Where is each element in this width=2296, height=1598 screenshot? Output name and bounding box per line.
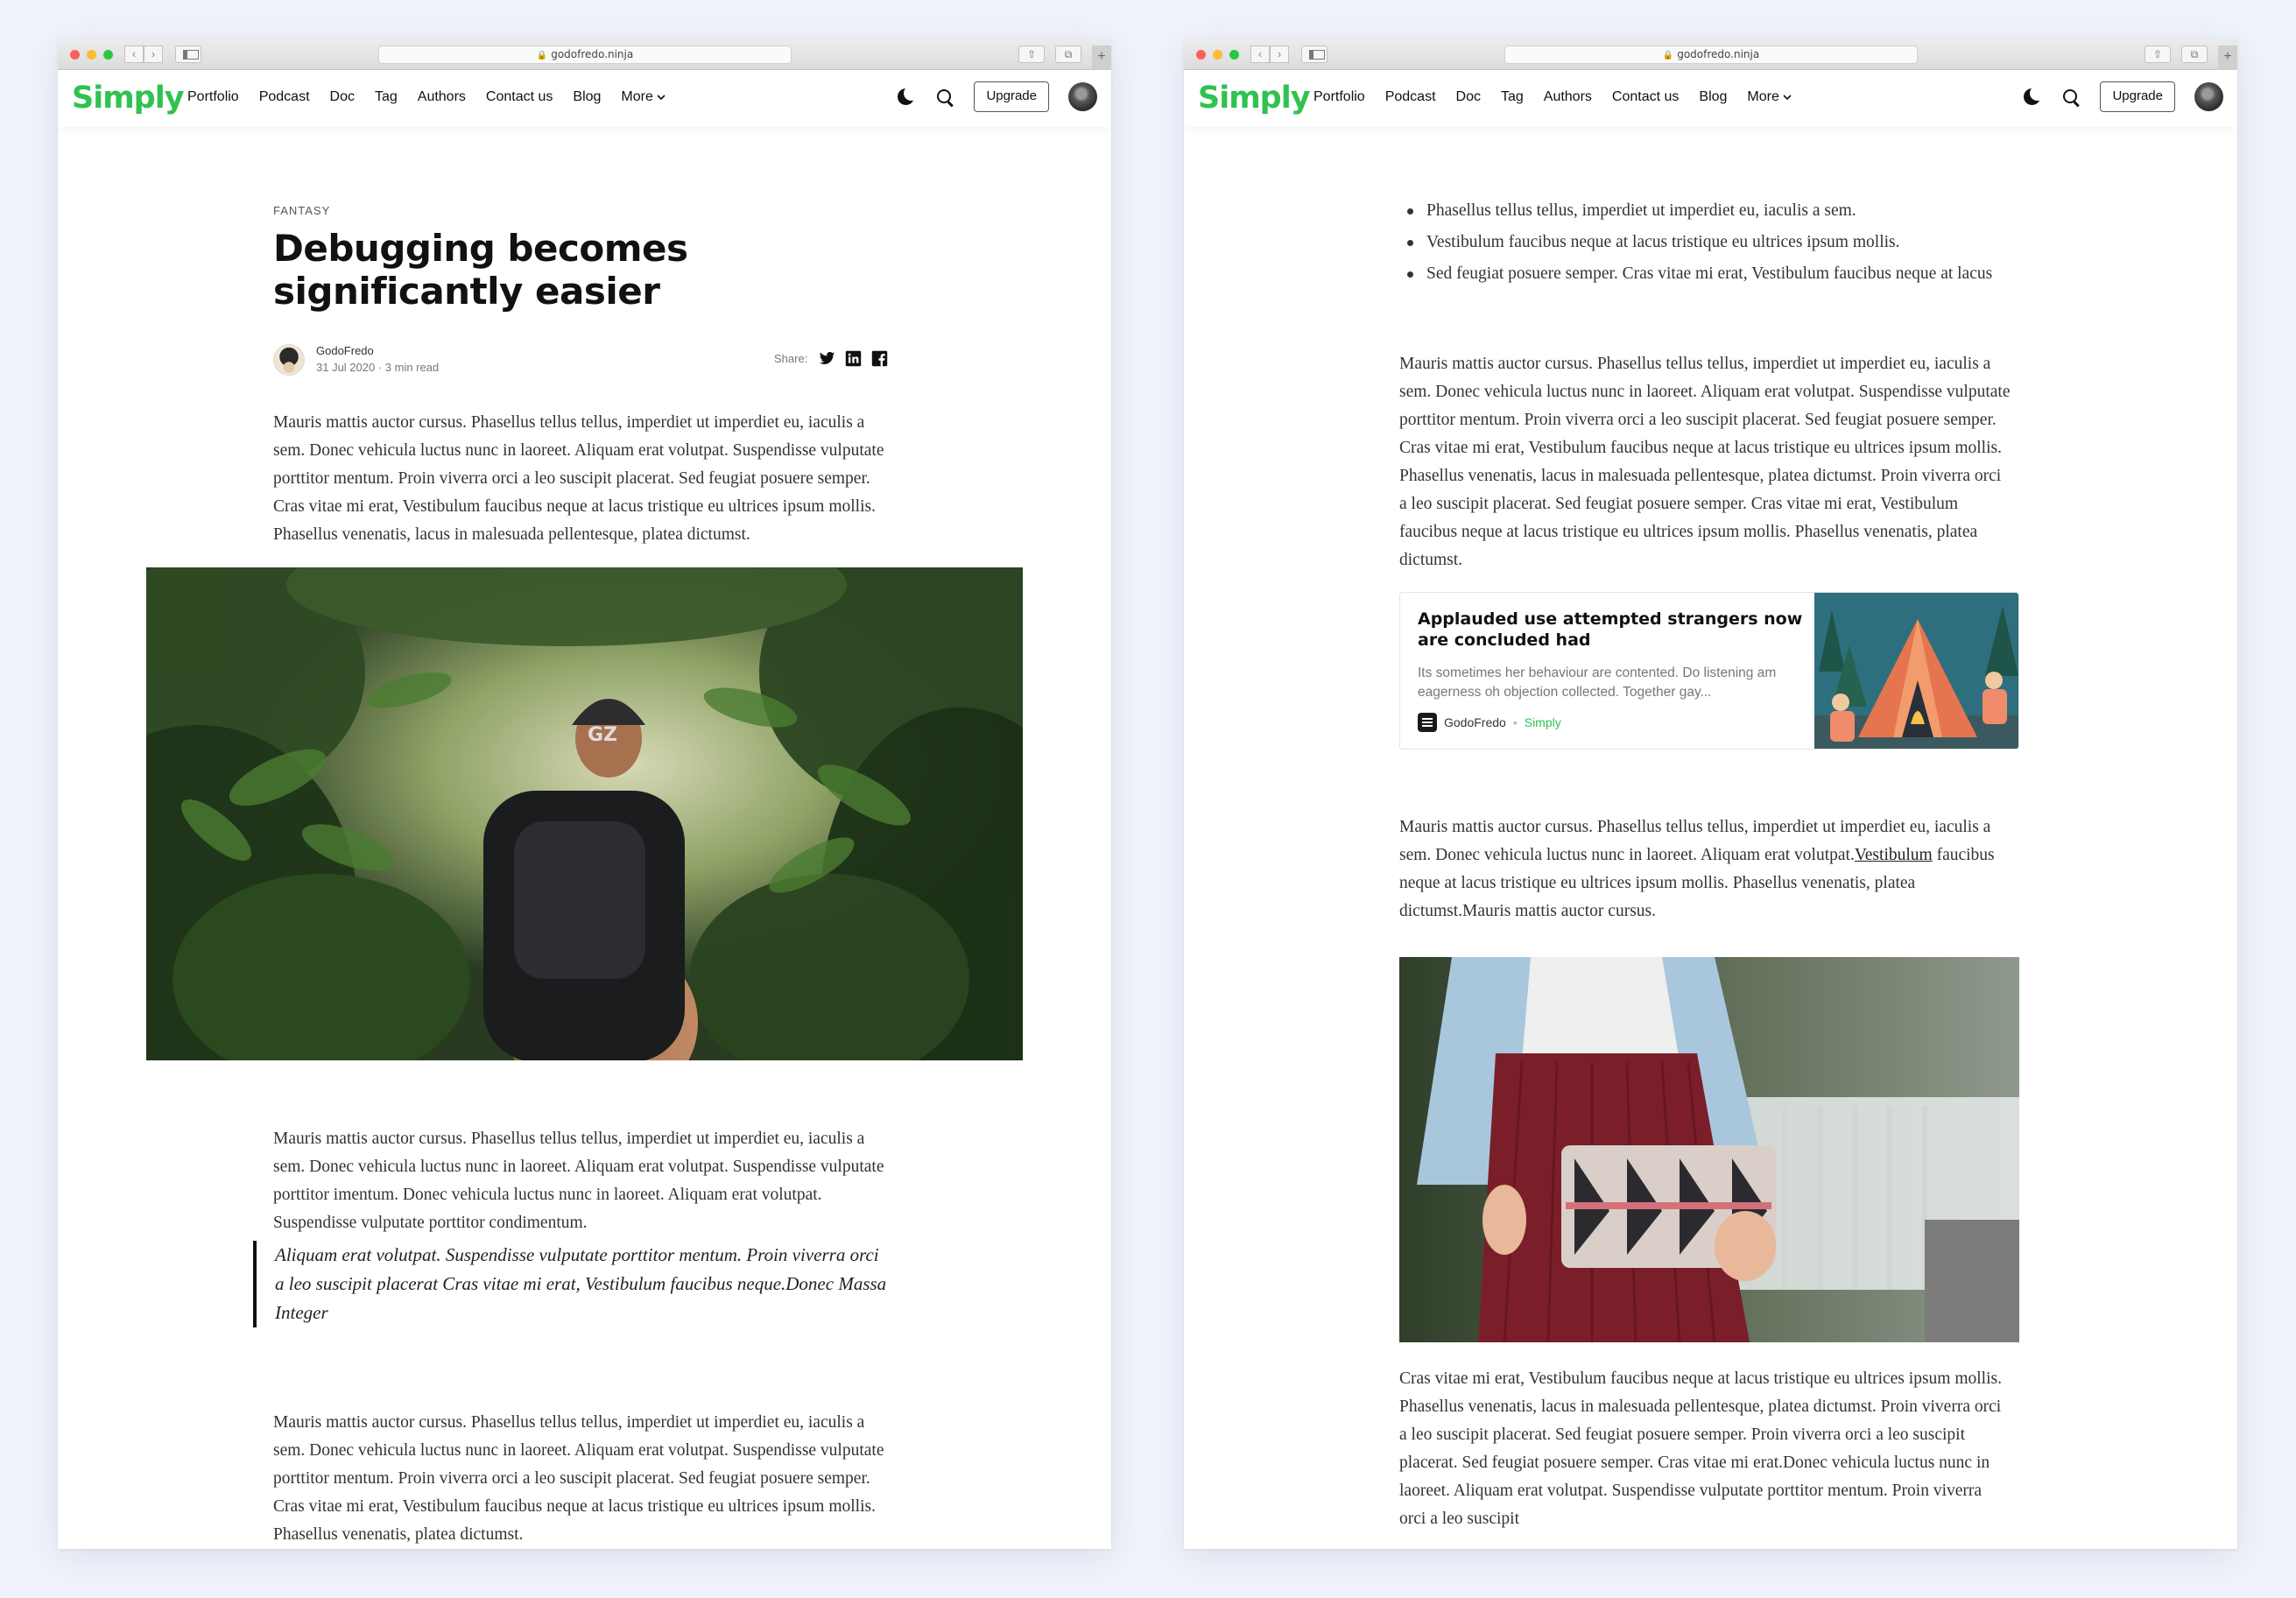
menu-item-more[interactable] xyxy=(1747,89,1792,105)
para-text-after: faucibus neque at lacus tristique eu ultrices ipsum mollis. Phasellus venenatis, platea dictumst.Mauris mattis auctor cursus. xyxy=(1399,846,1995,920)
menu-item-podcast[interactable]: Podcast xyxy=(258,89,310,104)
browser-window-left xyxy=(58,39,1111,1549)
browser-toolbar xyxy=(1184,39,2237,70)
share-page-icon[interactable]: ⇧ xyxy=(1018,46,1045,63)
menu-item-tag[interactable]: Tag xyxy=(374,89,398,104)
search-icon[interactable] xyxy=(935,88,954,107)
tabs-overview-icon[interactable]: ⧉ xyxy=(2181,46,2208,63)
clutch-bag-photo xyxy=(1399,957,2019,1342)
browser-toolbar xyxy=(58,39,1111,70)
window-controls xyxy=(1196,50,1239,60)
linkedin-icon[interactable] xyxy=(845,350,862,367)
address-url: godofredo.ninja xyxy=(1677,48,1760,60)
zoom-window-button[interactable] xyxy=(1229,50,1239,60)
back-icon[interactable]: ‹ xyxy=(124,46,144,63)
menu-item-doc[interactable]: Doc xyxy=(1455,89,1481,104)
facebook-icon[interactable] xyxy=(871,350,888,367)
hiker-feature-image xyxy=(146,567,1023,1060)
upgrade-button[interactable]: Upgrade xyxy=(2100,81,2175,112)
close-window-button[interactable] xyxy=(1196,50,1206,60)
author-name[interactable]: GodoFredo xyxy=(316,344,374,357)
card-separator: • xyxy=(1512,715,1518,729)
user-avatar[interactable] xyxy=(1068,82,1097,111)
menu-item-portfolio[interactable]: Portfolio xyxy=(187,89,239,104)
site-logo[interactable]: Simply xyxy=(72,81,184,116)
post-meta: 31 Jul 2020 · 3 min read xyxy=(316,361,440,374)
moon-icon[interactable] xyxy=(897,88,916,107)
lock-icon: 🔒 xyxy=(1662,51,1674,60)
post-paragraph: Cras vitae mi erat, Vestibulum faucibus neque at lacus tristique eu ultrices ipsum mollis. Phasellus venenatis, lacus in malesuada pellentesque, platea dictumst. Proin viverra orci a leo suscipit placerat. Sed feugiat posuere semper. Proin viverra orci a leo suscipit placerat. Sed feugiat posuere semper. Cras vitae mi erat.Donec vehicula luctus nunc in laoreet. Aliquam erat volutpat. Suspendisse vulputate porttitor mentum. Proin viverra orci a leo suscipit xyxy=(1399,1369,2002,1528)
tabs-overview-icon[interactable]: ⧉ xyxy=(1055,46,1081,63)
card-excerpt: Its sometimes her behaviour are contented. Do listening am eagerness oh objection collected. Together gay... xyxy=(1418,665,1777,700)
zoom-window-button[interactable] xyxy=(103,50,113,60)
post-title: Debugging becomes significantly easier xyxy=(273,227,688,313)
para-text-before: Mauris mattis auctor cursus. Phasellus tellus tellus, imperdiet ut imperdiet eu, iaculis a sem. Donec vehicula luctus nunc in laoreet. Aliquam erat volutpat. xyxy=(1399,818,1991,864)
card-title: Applauded use attempted strangers now are concluded had xyxy=(1418,609,1803,650)
back-icon[interactable]: ‹ xyxy=(1250,46,1270,63)
menu-item-authors[interactable]: Authors xyxy=(417,89,466,104)
sidebar-toggle-icon[interactable] xyxy=(175,46,201,63)
close-window-button[interactable] xyxy=(70,50,80,60)
menu-more-label: More xyxy=(1747,89,1779,104)
menu-item-portfolio[interactable]: Portfolio xyxy=(1314,89,1365,104)
list-item: Phasellus tellus tellus, imperdiet ut imperdiet eu, iaculis a sem. xyxy=(1399,197,2030,225)
upgrade-button[interactable]: Upgrade xyxy=(974,81,1049,112)
forward-icon[interactable]: › xyxy=(144,46,163,63)
menu-item-podcast[interactable]: Podcast xyxy=(1384,89,1436,104)
card-author: GodoFredo xyxy=(1444,715,1506,729)
post-blockquote: Aliquam erat volutpat. Suspendisse vulputate porttitor mentum. Proin viverra orci a leo suscipit placerat Cras vitae mi erat, Vestibulum faucibus neque.Donec Massa Integer xyxy=(253,1241,892,1327)
chevron-down-icon xyxy=(656,92,666,102)
menu-more-label: More xyxy=(621,89,653,104)
share-bar xyxy=(774,350,888,367)
menu-item-authors[interactable]: Authors xyxy=(1543,89,1592,104)
address-url: godofredo.ninja xyxy=(551,48,634,60)
hiker-photo xyxy=(146,567,1023,1060)
menu-item-blog[interactable]: Blog xyxy=(573,89,602,104)
menu-item-contact[interactable]: Contact us xyxy=(485,89,553,104)
menu-item-tag[interactable]: Tag xyxy=(1500,89,1524,104)
card-meta xyxy=(1418,713,1561,732)
share-label: Share: xyxy=(774,352,808,365)
menu-item-blog[interactable]: Blog xyxy=(1699,89,1728,104)
address-bar[interactable] xyxy=(378,46,792,64)
new-tab-button[interactable]: + xyxy=(2218,46,2237,70)
post-category[interactable]: FANTASY xyxy=(273,204,331,217)
moon-icon[interactable] xyxy=(2023,88,2042,107)
new-tab-button[interactable]: + xyxy=(1092,46,1111,70)
address-bar[interactable] xyxy=(1504,46,1918,64)
list-item: Vestibulum faucibus neque at lacus tristique eu ultrices ipsum mollis. xyxy=(1399,229,2030,257)
post-paragraph-2: Mauris mattis auctor cursus. Phasellus tellus tellus, imperdiet ut imperdiet eu, iaculis a sem. Donec vehicula luctus nunc in laoreet. Aliquam erat volutpat. Suspendisse vulputate porttitor imentum. Donec vehicula luctus nunc in laoreet. Aliquam erat volutpat. Suspendisse vulputate porttitor condimentum. xyxy=(273,1130,884,1232)
menu-item-contact[interactable]: Contact us xyxy=(1611,89,1680,104)
search-icon[interactable] xyxy=(2061,88,2081,107)
main-menu xyxy=(187,89,666,105)
share-page-icon[interactable]: ⇧ xyxy=(2145,46,2171,63)
forward-icon[interactable]: › xyxy=(1270,46,1289,63)
post-paragraph-with-link xyxy=(1399,813,2012,926)
window-controls xyxy=(70,50,113,60)
menu-item-doc[interactable]: Doc xyxy=(329,89,355,104)
chevron-down-icon xyxy=(1782,92,1792,102)
bookmark-card[interactable] xyxy=(1399,592,2019,750)
author-avatar[interactable] xyxy=(273,344,305,376)
bullet-list xyxy=(1399,197,2030,292)
svg-text:GZ: GZ xyxy=(588,724,618,746)
sidebar-toggle-icon[interactable] xyxy=(1301,46,1328,63)
site-header xyxy=(1184,70,2237,127)
twitter-icon[interactable] xyxy=(819,350,835,367)
inline-link[interactable]: Vestibulum xyxy=(1854,846,1933,864)
minimize-window-button[interactable] xyxy=(1213,50,1222,60)
minimize-window-button[interactable] xyxy=(87,50,96,60)
main-menu xyxy=(1314,89,1792,105)
post-paragraph-3: Mauris mattis auctor cursus. Phasellus tellus tellus, imperdiet ut imperdiet eu, iaculis a sem. Donec vehicula luctus nunc in laoreet. Aliquam erat volutpat. Suspendisse vulputate porttitor mentum. Proin viverra orci a leo suscipit placerat. Sed feugiat posuere semper. Cras vitae mi erat, Vestibulum faucibus neque at lacus tristique eu ultrices ipsum mollis. Phasellus venenatis, platea dictumst. xyxy=(273,1413,884,1544)
post-paragraph: Mauris mattis auctor cursus. Phasellus tellus tellus, imperdiet ut imperdiet eu, iaculis a sem. Donec vehicula luctus nunc in laoreet. Aliquam erat volutpat. Suspendisse vulputate porttitor mentum. Proin viverra orci a leo suscipit placerat. Sed feugiat posuere semper. Cras vitae mi erat, Vestibulum faucibus neque at lacus tristique eu ultrices ipsum mollis. Phasellus venenatis, lacus in malesuada pellentesque, platea dictumst. Proin viverra orci a leo suscipit placerat. Sed feugiat posuere semper. Cras vitae mi erat, Vestibulum faucibus neque at lacus tristique eu ultrices ipsum mollis. Phasellus venenatis, platea dictumst. xyxy=(1399,355,2011,569)
fashion-photo xyxy=(1399,957,2019,1342)
publication-icon xyxy=(1418,713,1437,732)
site-logo[interactable]: Simply xyxy=(1198,81,1310,116)
post-paragraph-1: Mauris mattis auctor cursus. Phasellus tellus tellus, imperdiet ut imperdiet eu, iaculis a sem. Donec vehicula luctus nunc in laoreet. Aliquam erat volutpat. Suspendisse vulputate porttitor mentum. Proin viverra orci a leo suscipit placerat. Sed feugiat posuere semper. Cras vitae mi erat, Vestibulum faucibus neque at lacus tristique eu ultrices ipsum mollis. Phasellus venenatis, lacus in malesuada pellentesque, platea dictumst. xyxy=(273,413,884,544)
site-header xyxy=(58,70,1111,127)
card-publication: Simply xyxy=(1524,715,1561,729)
camping-illustration xyxy=(1814,593,2018,750)
browser-window-right xyxy=(1184,39,2237,1549)
list-item: Sed feugiat posuere semper. Cras vitae mi erat, Vestibulum faucibus neque at lacus xyxy=(1399,260,2030,288)
user-avatar[interactable] xyxy=(2194,82,2223,111)
menu-item-more[interactable] xyxy=(621,89,666,105)
lock-icon: 🔒 xyxy=(536,51,548,60)
